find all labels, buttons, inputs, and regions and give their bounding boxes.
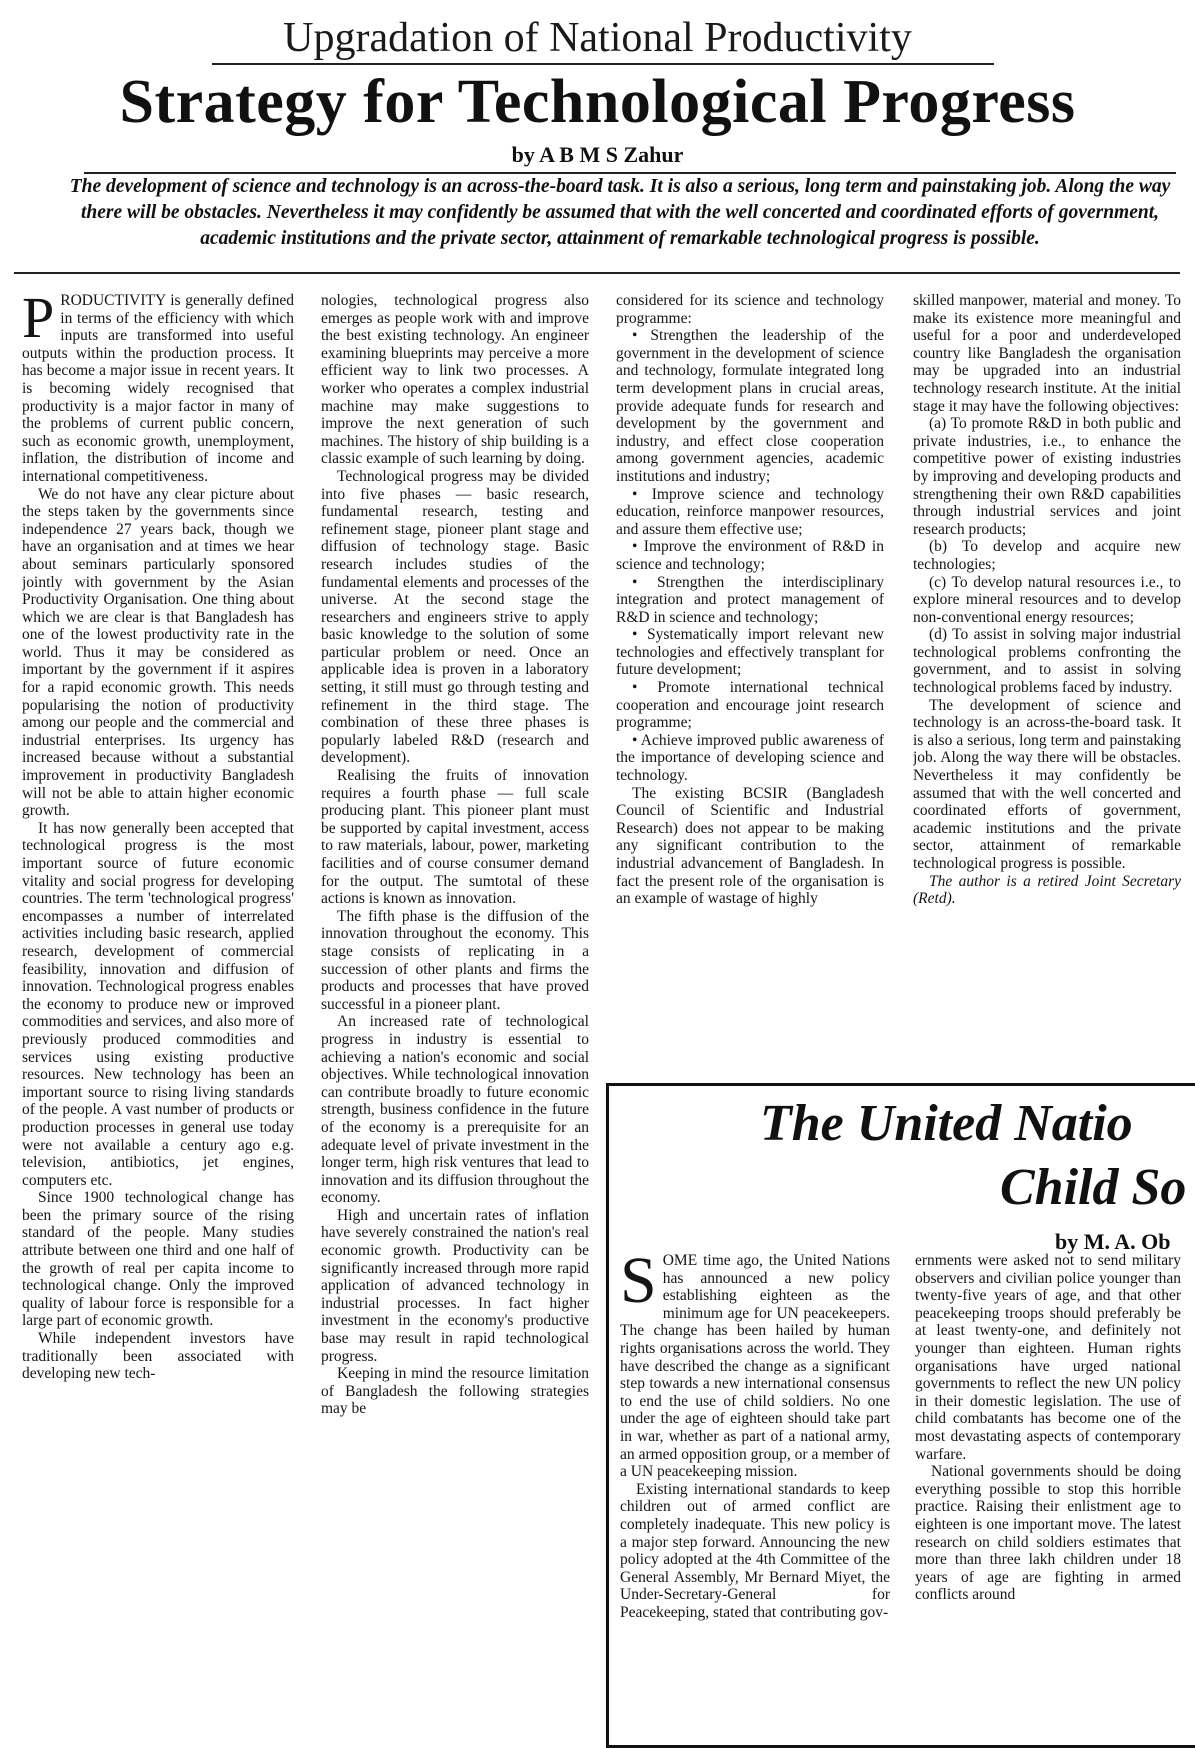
paragraph: Keeping in mind the resource limitation of Bangladesh the following strategies may be xyxy=(321,1365,589,1418)
paragraph: considered for its science and technology programme: xyxy=(616,292,884,327)
paragraph: Since 1900 technological change has been the primary source of the rising standard of the people. Many studies attribute between one third and one half of the growth of real per capita income to technological change. Only the improved quality of labour force is responsible for a large part of economic growth. xyxy=(22,1189,294,1330)
paragraph: Technological progress may be divided into five phases — basic research, fundamental research, testing and refinement stage, pioneer plant stage and diffusion of technology stage. Basic research includes studies of the fundamental elements and processes of the universe. At the second stage the researchers and engineers strive to apply basic knowledge to the solution of some particular problem or need. Once an applicable idea is proven in a laboratory setting, it still must go through testing and refinement in the third stage. The combination of these three phases is popularly labeled R&D (research and development). xyxy=(321,467,589,767)
list-item: • Systematically import relevant new technologies and effectively transplant for future development; xyxy=(616,626,884,679)
paragraph: It has now generally been accepted that technological progress is the most important source of future economic vitality and social progress for developing countries. The term 'technological progress' encompasses a number of interrelated activities including basic research, applied research, development of commercial feasibility, innovation and diffusion of innovation. Technological progress enables the economy to produce new or improved commodities and services, and also more of previously produced commodities and services using existing productive resources. New technology has been an important source to rising living standards of the people. A vast number of products or production processes in general use today were not available a century ago e.g. television, antibiotics, jet engines, computers etc. xyxy=(22,819,294,1189)
deck-rule-bottom xyxy=(14,272,1180,274)
list-item: • Improve science and technology education, reinforce manpower resources, and assure them effective use; xyxy=(616,485,884,538)
second-article-headline-line2: Child So xyxy=(1000,1159,1187,1216)
paragraph: Existing international standards to keep children out of armed conflict are completely inadequate. This new policy is a major step forward. Announcing the new policy adopted at the 4th Committee of the General Assembly, Mr Bernard Miyet, the Under-Secretary-General for Peacekeeping, stated that contributing gov- xyxy=(620,1480,890,1621)
paragraph: National governments should be doing everything possible to stop this horrible practice. Raising their enlistment age to eighteen is one important move. The latest research on child soldiers estimates that more than three lakh children under 18 years of age are fighting in armed conflicts around xyxy=(915,1463,1181,1604)
paragraph: An increased rate of technological progress in industry is essential to achieving a nation's economic and social objectives. While technological innovation can contribute broadly to future economic strength, business confidence in the future of the economy is a prerequisite for an adequate level of private investment in the longer term, high risk ventures that lead to innovation and its diffusion throughout the economy. xyxy=(321,1013,589,1207)
list-item: (d) To assist in solving major industrial technological problems confronting the government, and to assist in solving technological problems faced by industry. xyxy=(913,626,1181,697)
list-item: (b) To develop and acquire new technologies; xyxy=(913,538,1181,573)
article-headline: Strategy for Technological Progress xyxy=(119,68,1076,136)
paragraph: Realising the fruits of innovation requires a fourth phase — full scale producing plant. This pioneer plant must be supported by capital investment, access to raw materials, labour, power, marketing facilities and of course consumer demand for the output. The sumtotal of these actions is known as innovation. xyxy=(321,767,589,908)
drop-cap: S xyxy=(620,1252,657,1317)
article-kicker: Upgradation of National Productivity xyxy=(283,15,912,61)
author-credit: The author is a retired Joint Secretary (Retd). xyxy=(913,872,1181,908)
second-article-headline-line1: The United Natio xyxy=(760,1095,1133,1152)
second-article-byline: by M. A. Ob xyxy=(1055,1229,1171,1254)
article-column-2 xyxy=(321,292,589,1702)
paragraph: skilled manpower, material and money. To make its existence more meaningful and useful for a poor and underdeveloped country like Bangladesh the organisation may be upgraded into an industrial technology research institute. At the initial stage it may have the following objectives: xyxy=(913,292,1181,415)
paragraph: nologies, technological progress also emerges as people work with and improve the best existing technology. An engineer examining blueprints may perceive a more efficient way to link two processes. A worker who operates a complex industrial machine may make suggestions to improve the next generation of such machines. The history of ship building is a classic example of such learning by doing. xyxy=(321,292,589,468)
list-item: • Achieve improved public awareness of the importance of developing science and technology. xyxy=(616,731,884,785)
paragraph: We do not have any clear picture about the steps taken by the governments since independence 27 years back, though we have an organisation and at times we hear about seminars particularly sponsored jointly with government by the Asian Productivity Organisation. One thing about which we are clear is that Bangladesh has one of the lowest productivity rate in the world. Thus it may be considered as important by the government if it aspires for a rapid economic growth. This needs popularising the notion of productivity among our people and the commercial and industrial enterprises. Its urgency has increased because without a substantial improvement in productivity Bangladesh will not be able to attain higher economic growth. xyxy=(22,485,294,820)
paragraph: PRODUCTIVITY is generally defined in terms of the efficiency with which inputs are transformed into useful outputs within the production process. It has become a major issue in recent years. It is becoming widely recognised that productivity is a major factor in many of the problems of current public concern, such as economic growth, unemployment, inflation, the distribution of income and international competitiveness. xyxy=(22,292,294,485)
paragraph: ernments were asked not to send military observers and civilian police younger than twenty-five years of age, and that other peacekeeping troops should preferably be at least twenty-one, and definitely not younger than eighteen. Human rights organisations have urged national governments to reflect the new UN policy in their domestic legislation. The use of child combatants has become one of the most devastating aspects of contemporary warfare. xyxy=(915,1252,1181,1463)
list-item: • Improve the environment of R&D in science and technology; xyxy=(616,538,884,573)
list-item: • Strengthen the leadership of the government in the development of science and technology, formulate integrated long term development plans in crucial areas, provide adequate funds for research and development by the government and industry, and effect close cooperation among government agencies, academic institutions and industry; xyxy=(616,327,884,485)
article-byline: by A B M S Zahur xyxy=(511,142,684,167)
list-item: (c) To develop natural resources i.e., to explore mineral resources and to develop non-conventional energy resources; xyxy=(913,573,1181,626)
second-article-column-2 xyxy=(915,1252,1181,1702)
paragraph: The fifth phase is the diffusion of the innovation throughout the economy. This stage consists of replicating in a succession of other plants and firms the products and processes that have proved successful in a pioneer plant. xyxy=(321,907,589,1013)
list-item: • Promote international technical cooperation and encourage joint research programme; xyxy=(616,679,884,732)
paragraph: The existing BCSIR (Bangladesh Council of Scientific and Industrial Research) does not appear to be making any significant contribution to the industrial advancement of Bangladesh. In fact the present role of the organisation is an example of wastage of highly xyxy=(616,784,884,908)
drop-cap: P xyxy=(22,292,55,350)
paragraph: SOME time ago, the United Nations has announced a new policy establishing eighteen as the minimum age for UN peacekeepers. The change has been hailed by human rights organisations across the world. They have described the change as a significant step towards a new international consensus to end the use of child soldiers. No one under the age of eighteen should take part in war, whether as part of a national army, an armed opposition group, or a member of a UN peacekeeping mission. xyxy=(620,1252,890,1481)
list-item: • Strengthen the interdisciplinary integration and protect management of R&D in science and technology; xyxy=(616,573,884,626)
list-item: (a) To promote R&D in both public and private industries, i.e., to enhance the competitive power of existing industries by improving and developing products and strengthening their own R&D capabilities through industrial services and joint research products; xyxy=(913,415,1181,538)
article-deck: The development of science and technology is an across-the-board task. It is also a serious, long term and painstaking job. Along the way there will be obstacles. Nevertheless it may confidently be assumed that with the well concerted and coordinated efforts of government, academic institutions and the private sector, attainment of remarkable technological progress is possible. xyxy=(69,176,1171,249)
article-column-1 xyxy=(22,292,294,1702)
paragraph: High and uncertain rates of inflation have severely constrained the nation's real economic growth. Productivity can be significantly increased through more rapid application of advanced technology in industrial processes. In fact higher investment in the economy's productive base may result in rapid technological progress. xyxy=(321,1206,589,1365)
second-article-column-1 xyxy=(620,1252,890,1702)
article-column-3 xyxy=(616,292,884,1058)
paragraph: The development of science and technology is an across-the-board task. It is also a serious, long term and painstaking job. Along the way there will be obstacles. Nevertheless it may confidently be assumed that with the well concerted and coordinated efforts of government, academic institutions and the private sector, attainment of remarkable technological progress is possible. xyxy=(913,696,1181,872)
article-column-4 xyxy=(913,292,1181,1058)
paragraph: While independent investors have traditionally been associated with developing new tech- xyxy=(22,1330,294,1383)
